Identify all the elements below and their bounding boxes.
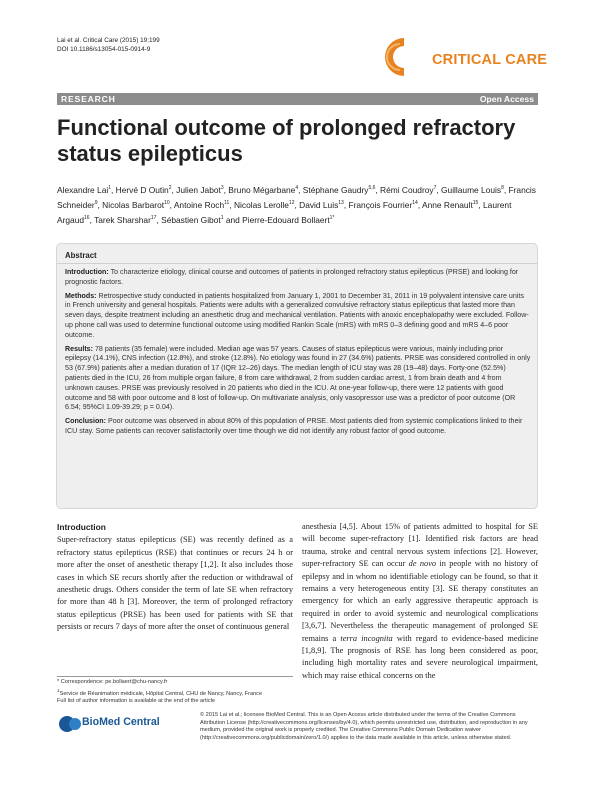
abstract-results	[65, 345, 531, 414]
introduction-paragraph: Super-refractory status epilepticus (SE) was recently defined as a refractory status epilepticus (RSE) that continues or recurs 24 h or more after the onset of anesthetic therapy [1,2]. It also includes those cases in which SE recurs shortly after the reduction or withdrawal of anesthetic drugs. Others consider the term of late SE when refractory for more than 48 h [3]. Moreover, the term of prolonged refractory status epilepticus (PRSE) has been used for patients with SE that persists or recurs 7 days of more after the onset of continuous general	[57, 535, 293, 632]
abstract-methods	[65, 292, 531, 341]
affiliation-note	[57, 687, 293, 698]
copyright-notice: © 2015 Lai et al.; licensee BioMed Central. This is an Open Access article distributed under the terms of the Creative Commons Attribution License (http://creativecommons.org/licenses/by/4.0), which permits unrestricted use, distribution, and reproduction in any medium, provided the original work is properly credited. The Creative Commons Public Domain Dedication waiver (http://creativecommons.org/publicdomain/zero/1.0/) applies to the data made available in this article, unless otherwise stated.	[200, 712, 528, 741]
body-column-right	[302, 521, 538, 682]
author-name: François Fourrier	[348, 200, 413, 211]
author-affiliation-sup: 8	[501, 185, 504, 191]
abstract-heading: Abstract	[65, 251, 97, 260]
abstract-introduction	[65, 268, 531, 288]
author-name: Sébastien Gibot	[161, 215, 221, 226]
author-name: Francis Schneider	[57, 185, 536, 211]
body-text: in people with no history of epilepsy and in whom no identifiable etiology can be found, so that it remains a very heterogeneous entity [3]. SE therapy constitutes an emergency for which an early aggressive therapeutic approach is required in order to avoid systemic and neurological complications [3,6,7]. Nevertheless the therapeutic management of prolonged SE remains a	[302, 559, 538, 643]
author-name: Julien Jabot	[176, 185, 221, 195]
author-name: Bruno Mégarbane	[228, 185, 296, 195]
author-name: Nicolas Barbarot	[102, 200, 165, 211]
author-affiliation-sup: 1	[108, 185, 111, 191]
abstract-section-text: To characterize etiology, clinical course and outcomes of patients in prolonged refractory status epilepticus (PRSE) and looking for prognostic factors.	[65, 268, 519, 286]
author-name: Nicolas Lerolle	[234, 200, 289, 211]
publisher-logo-text: BioMed Central	[82, 716, 160, 728]
author-name: Tarek Sharshar	[94, 215, 151, 226]
citation-block	[57, 36, 160, 54]
italic-term: de novo	[408, 559, 437, 569]
abstract-box	[56, 243, 538, 509]
author-affiliation-sup: 7	[433, 185, 437, 191]
abstract-conclusion	[65, 417, 531, 437]
author-name: Alexandre Lai	[57, 185, 109, 195]
author-affiliation-sup: 12	[288, 200, 295, 207]
author-name: Pierre-Edouard Bollaert	[242, 215, 330, 226]
correspondence-note: * Correspondence: pe.bollaert@chu-nancy.fr	[57, 679, 168, 685]
author-affiliation-sup: 10	[164, 200, 170, 207]
abstract-section-text: Retrospective study conducted in patients hospitalized from January 1, 2001 to December 31, 2011 in 19 polyvalent intensive care units in French university and general hospitals. Patients were adults with a generalized convulsive refractory status epilepticus that lasted more than seven days, despite treatment including an anesthetic drug and mechanical ventilation. Patients with anoxic encephalopathy were excluded. Follow-up phone call was used to determine functional outcome using modified Rankin Scale (mRS) with mRS 0–3 defining good and mRS 4–6 poor outcome.	[65, 291, 529, 339]
author-affiliation-sup: 9	[94, 200, 98, 207]
author-affiliation-sup: 13	[338, 200, 344, 207]
author-list: Alexandre Lai$^1$, Hervé D Outin$^2$, Julien Jabot$^3$, Bruno Mégarbane$^4$, Stéphane Gaudry$^{5,6}$, Rémi Coudroy$^7$, Guillaume Louis$^8$, Francis Schneider$^9$, Nicolas Barbarot$^{10}$, Antoine Roch$^{11}$, Nicolas Lerolle$^{12}$, David Luis$^{13}$, François Fourrier$^{14}$, Anne Renault$^{15}$, Laurent Argaud$^{16}$, Tarek Sharshar$^{17}$, Sébastien Gibot$^1$ and Pierre-Edouard Bollaert$^{1*}$	[57, 185, 536, 226]
author-affiliation-sup: 3	[220, 185, 224, 191]
article-type-banner	[57, 93, 538, 105]
footnotes	[57, 676, 293, 706]
author-name: Anne Renault	[422, 200, 473, 211]
author-affiliation-sup: 2	[168, 185, 172, 191]
citation-line: Lai et al. Critical Care (2015) 19:199	[57, 37, 160, 44]
author-name: David Luis	[299, 200, 339, 211]
author-name: Stéphane Gaudry	[302, 185, 369, 195]
open-access-label: Open Access	[479, 94, 534, 104]
affiliation-text: Service de Réanimation médicale, Hôpital Central, CHU de Nancy, Nancy, France	[59, 690, 263, 697]
abstract-section-label: Introduction:	[65, 268, 109, 276]
abstract-section-label: Results:	[65, 344, 93, 353]
abstract-divider	[57, 263, 537, 264]
author-name: Rémi Coudroy	[380, 185, 434, 195]
article-title: Functional outcome of prolonged refractory status epilepticus	[57, 115, 516, 166]
abstract-section-label: Conclusion:	[65, 417, 106, 426]
abstract-section-text: Poor outcome was observed in about 80% of this population of PRSE. Most patients died from systemic complications linked to their ICU stay. Some patients can recover satisfactorily over time though we did not identify any robust factor of good outcome.	[65, 417, 523, 435]
author-affiliation-sup: 1	[220, 215, 224, 222]
body-text: anesthesia [4,5]. About 15% of patients admitted to hospital for SE will become super-refractory [1]. Identified risk factors are head trauma, stroke and central nervous system infections [2]. However, super-refractory SE can occur	[302, 522, 538, 569]
journal-logo-text: CRITICAL CARE	[432, 52, 548, 68]
doi-line: DOI 10.1186/s13054-015-0914-9	[57, 46, 151, 53]
author-affiliation-sup: 1*	[329, 215, 335, 222]
author-affiliation-sup: 4	[295, 185, 299, 191]
body-text: with regard to evidence-based medicine [1,8,9]. The prognosis of RSE has long been considered as poor, including high mortality rates and severe neurological impairment, which may raise ethical concerns on the	[302, 633, 539, 680]
abstract-section-label: Methods:	[65, 291, 97, 300]
article-type-label: RESEARCH	[61, 94, 116, 104]
author-affiliation-sup: 5,6	[368, 185, 376, 191]
author-name: Antoine Roch	[173, 200, 225, 211]
italic-term: terra incognita	[340, 633, 393, 643]
abstract-section-text: 78 patients (35 female) were included. Median age was 57 years. Causes of status epilepticus were various, mainly including prior epilepsy (14.1%), CNS infection (12.8%), and stroke (12.8%). No etiology was found in 27 (34.6%) patients. PRSE was considered controlled in only 53 (67.9%) patients after a median duration of 17 (IQR 12–26) days. The median length of ICU stay was 28 (19–48) days. Forty-one (52.5%) patients died in the ICU, 26 from multiple organ failure, 8 from care withdrawal, 2 from sudden cardiac arrest, 1 from brain death and 4 from unknown causes. PRSE was previously resolved in 20 patients who died in the ICU. At one-year follow-up, there were 12 patients with good outcome and 58 with poor outcome and 8 lost of follow-up. On multivariate analysis, only vasopressor use was a predictor of poor outcome (OR 6.54; 95%CI 1.09-39.29; p = 0.04).	[65, 344, 531, 412]
affiliation-sup: 1	[57, 687, 60, 693]
author-affiliation-sup: 14	[412, 200, 418, 207]
author-affiliation-sup: 16	[84, 215, 90, 222]
introduction-paragraph-continued	[302, 521, 538, 682]
body-column-left	[57, 521, 293, 634]
author-info-note: Full list of author information is available at the end of the article	[57, 698, 215, 705]
introduction-heading: Introduction	[57, 522, 106, 532]
author-affiliation-sup: 11	[224, 200, 230, 207]
abstract-body	[65, 268, 531, 441]
author-conjunction: and	[225, 215, 240, 226]
author-affiliation-sup: 17	[150, 215, 157, 222]
author-name: Laurent Argaud	[57, 200, 512, 226]
author-name: Guillaume Louis	[441, 185, 502, 195]
author-name: Hervé D Outin	[115, 185, 169, 195]
author-affiliation-sup: 15	[472, 200, 479, 207]
